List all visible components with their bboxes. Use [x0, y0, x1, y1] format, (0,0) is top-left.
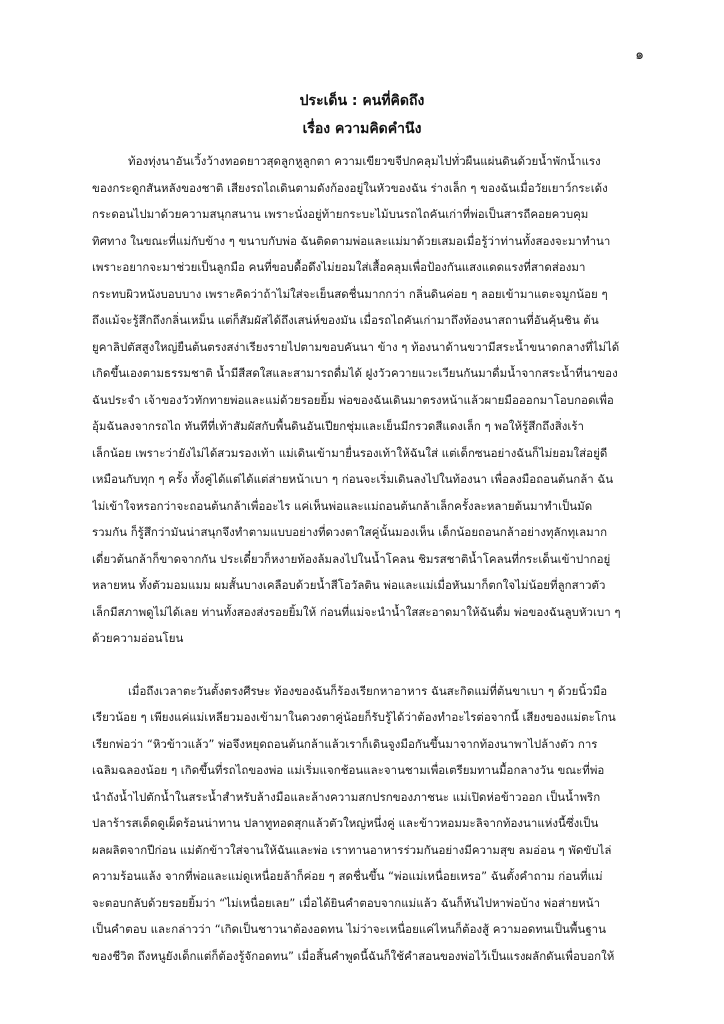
text-line: ทิศทาง ในขณะที่แม่กับข้าง ๆ ขนาบกับพ่อ ฉันติดตามพ่อและแม่มาด้วยเสมอเมื่อรู้ว่าท่านทั้งสองจะมาทำนา: [92, 233, 611, 248]
text-line: ยูคาลิปตัสสูงใหญ่ยืนต้นตรงสง่าเรียงรายไปตามขอบคันนา ข้าง ๆ ท้องนาด้านขวามีสระน้ำขนาดกลางที่ไม่ได้: [92, 339, 620, 354]
text-line: ไม่เข้าใจหรอกว่าจะถอนต้นกล้าเพื่ออะไร แค่เห็นพ่อและแม่ถอนต้นกล้าเล็กครั้งละหลายต้นมาทำเป็นมัด: [92, 498, 593, 513]
text-line: เกิดขึ้นเองตามธรรมชาติ น้ำมีสีสดใสและสามารถดื่มได้ ฝูงวัวควายแวะเวียนกันมาดื่มน้ำจากสระน้ำที่นาของ: [92, 366, 618, 380]
text-line: หลายหน ทั้งตัวมอมแมม ผมสั้นบางเคลือบด้วยน้ำสีโอวัลติน พ่อและแม่เมื่อหันมาก็ตกใจไม่น้อยที่ลูกสาวตัว: [92, 578, 606, 592]
paragraph: [92, 148, 662, 652]
heading-topic: ประเด็น : คนที่คิดถึง: [299, 93, 425, 109]
text-line: กระทบผิวหนังบอบบาง เพราะคิดว่าถ้าไม่ใส่จะเย็นสดชื่นมากกว่า กลิ่นดินค่อย ๆ ลอยเข้ามาแตะจมูกน้อย ๆ: [92, 286, 608, 301]
text-line: ของชีวิต ถึงหนูยังเด็กแต่ก็ต้องรู้จักอดทน” เมื่อสิ้นคำพูดนี้ฉันก็ใช้คำสอนของพ่อไว้เป็นแรงผลักดันเพื่อบอกให้: [92, 948, 615, 963]
text-line: เหมือนกับทุก ๆ ครั้ง ทั้งคู่ได้แต่ได้แต่ส่ายหน้าเบา ๆ ก่อนจะเริ่มเดินลงไปในท้องนา เพื่อลงมือถอนต้นกล้า ฉัน: [92, 472, 614, 486]
text-line: เมื่อถึงเวลาตะวันตั้งตรงศีรษะ ท้องของฉันก็ร้องเรียกหาอาหาร ฉันสะกิดแม่ที่ต้นขาเบา ๆ ด้วยนิ้วมือ: [128, 683, 608, 698]
text-line: เรียกพ่อว่า “หิวข้าวแล้ว” พ่อจึงหยุดถอนต้นกล้าแล้วเราก็เดินจูงมือกันขึ้นมาจากท้องนาพาไปล้างตัว การ: [92, 736, 598, 751]
paragraph-gap: [92, 652, 662, 678]
text-line: ความร้อนแล้ง จากที่พ่อและแม่ดูเหนื่อยล้าก็ค่อย ๆ สดชื่นขึ้น “พ่อแม่เหนื่อยเหรอ” ฉันตั้งคำถาม ก่อนที่แม่: [92, 869, 603, 883]
text-line: ฉันประจำ เจ้าของวัวทักทายพ่อและแม่ด้วยรอยยิ้ม พ่อของฉันเดินมาตรงหน้าแล้วผายมือออกมาโอบกอดเพื่อ: [92, 392, 614, 407]
text-line: เฉลิมฉลองน้อย ๆ เกิดขึ้นที่รถไถของพ่อ แม่เริ่มแจกช้อนและจานชามเพื่อเตรียมทานมื้อกลางวัน ขณะที่พ่อ: [92, 763, 605, 777]
text-line: เพราะอยากจะมาช่วยเป็นลูกมือ คนที่ขอบดื้อดึงไม่ยอมใส่เสื้อคลุมเพื่อป้องกันแสงแดดแรงที่สาดส่องมา: [92, 260, 586, 274]
text-line: เล็กน้อย เพราะว่ายังไม่ได้สวมรองเท้า แม่เดินเข้ามายื่นรองเท้าให้ฉันใส่ แต่เด็กซนอย่างฉันก็ไม่ยอมใส่อยู่ดี: [92, 445, 608, 460]
text-line: ด้วยความอ่อนโยน: [92, 631, 184, 645]
text-line: ของกระดูกสันหลังของชาติ เสียงรถไถเดินตามดังก้องอยู่ในหัวของฉัน ร่างเล็ก ๆ ของฉันเมื่อวัยเยาว์กระเด้ง: [92, 180, 608, 195]
text-line: ผลผลิตจากปีก่อน แม่ตักข้าวใส่จานให้ฉันและพ่อ เราทานอาหารร่วมกันอย่างมีความสุข ลมอ่อน ๆ พัดขับไล่: [92, 842, 612, 857]
text-line: เป็นคำตอบ และกล่าวว่า “เกิดเป็นชาวนาต้องอดทน ไม่ว่าจะเหนื่อยแค่ไหนก็ต้องสู้ ความอดทนเป็นพื้นฐาน: [92, 922, 606, 936]
text-line: เดี่ยวต้นกล้าก็ขาดจากกัน ประเดี๋ยวก็หงายท้องล้มลงไปในน้ำโคลน ชิมรสชาติน้ำโคลนที่กระเด็นเข้าปากอยู่: [92, 551, 611, 566]
page-number: ๑: [635, 47, 644, 63]
text-line: ท้องทุ่งนาอันเวิ้งว้างทอดยาวสุดลูกหูลูกตา ความเขียวขจีปกคลุมไปทั่วผืนแผ่นดินด้วยน้ำพักน้ำแรง: [128, 154, 601, 168]
text-line: ปลาร้ารสเด็ดดูเผ็ดร้อนน่าทาน ปลาทูทอดสุกแล้วตัวใหญ่หนึ่งคู่ และข้าวหอมมะลิจากท้องนาแห่งนี้ซึ่งเป็น: [92, 816, 599, 830]
text-line: เล็กมีสภาพดูไม่ได้เลย ท่านทั้งสองส่งรอยยิ้มให้ ก่อนที่แม่จะนำน้ำใสสะอาดมาให้ฉันดื่ม พ่อของฉันลูบหัวเบา ๆ: [92, 604, 621, 619]
body-text: [92, 148, 662, 969]
paragraph: [92, 678, 662, 970]
text-line: เรียวน้อย ๆ เพียงแค่แม่เหลียวมองเข้ามาในดวงตาคู่น้อยก็รับรู้ได้ว่าต้องทำอะไรต่อจากนี้ เสียงของแม่ตะโกน: [92, 710, 616, 724]
text-line: กระดอนไปมาด้วยความสนุกสนาน เพราะนั่งอยู่ท้ายกระบะไม้บนรถไถคันเก่าที่พ่อเป็นสารถีคอยควบคุม: [92, 207, 589, 221]
text-line: จะตอบกลับด้วยรอยยิ้มว่า “ไม่เหนื่อยเลย” เมื่อได้ยินคำตอบจากแม่แล้ว ฉันก็หันไปหาพ่อบ้าง พ่อส่ายหน้า: [92, 895, 601, 910]
text-line: อุ้มฉันลงจากรถไถ ทันทีที่เท้าสัมผัสกับพื้นดินอันเปียกชุ่มและเย็นมีกรวดสีแดงเล็ก ๆ พอให้รู้สึกถึงสิ่งเร้า: [92, 419, 584, 433]
text-line: นำถังน้ำไปตักน้ำในสระน้ำสำหรับล้างมือและล้างความสกปรกของภาชนะ แม่เปิดห่อข้าวออก เป็นน้ำพริก: [92, 789, 601, 804]
text-line: ถึงแม้จะรู้สึกถึงกลิ่นเหม็น แต่ก็สัมผัสได้ถึงเสน่ห์ของมัน เมื่อรถไถคันเก่ามาถึงท้องนาสถานที่อันคุ้นชิน ต้น: [92, 313, 599, 327]
heading-title: เรื่อง ความคิดคำนึง: [302, 121, 422, 137]
text-line: รวมกัน ก็รู้สึกว่ามันน่าสนุกจึงทำตามแบบอย่างที่ดวงตาใสคู่นั้นมองเห็น เด็กน้อยถอนกล้าอย่างทุลักทุเลมาก: [92, 525, 608, 539]
